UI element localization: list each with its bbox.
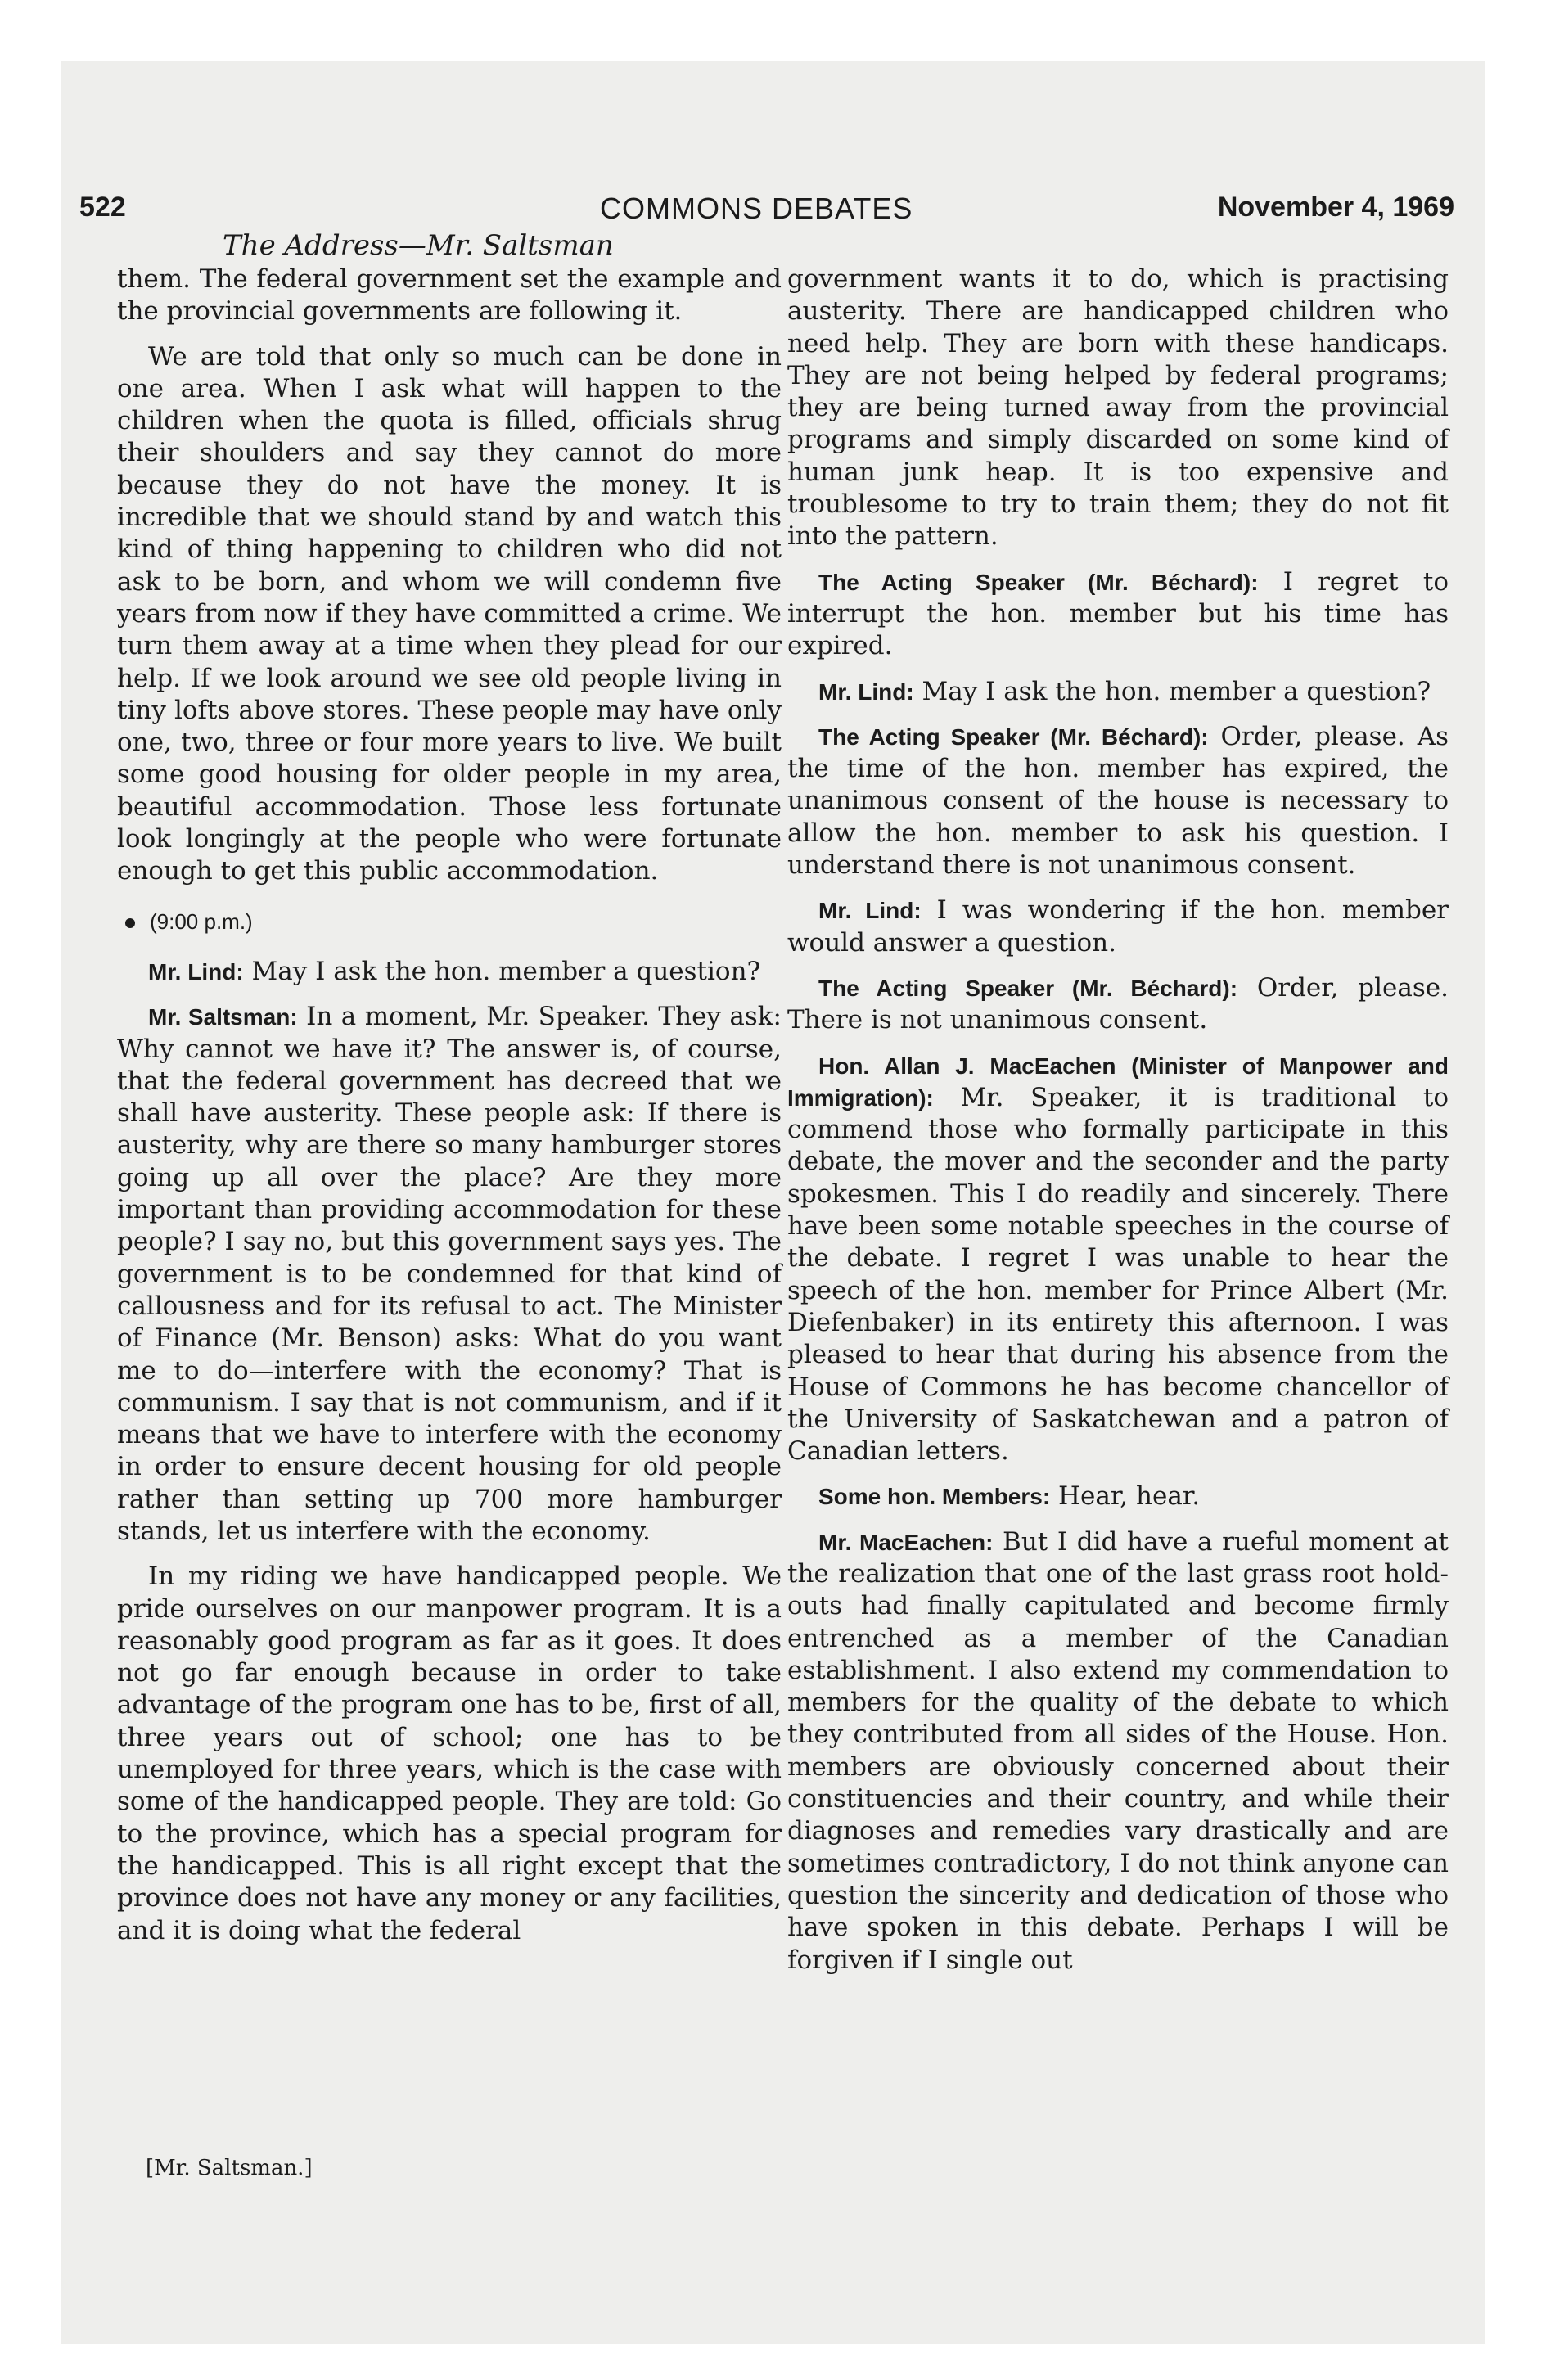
time-stamp-text: (9:00 p.m.) [150, 908, 253, 934]
paragraph: government wants it to do, which is practising austerity. There are handicapped children who need help. They are born with these handicaps. They are not being helped by federal programs; they are being turned away from the provincial programs and simply discarded on some kind of human junk heap. It is too expensive and troublesome to try to train them; they do not fit into the pattern. [787, 264, 1449, 552]
right-column [787, 264, 1449, 1990]
speech-paragraph [787, 721, 1449, 881]
time-stamp [125, 906, 782, 938]
speech-text: But I did have a rueful moment at the realization that one of the last grass root hold-outs had finally capitulated and become firmly entrenched as a member of the Canadian establishment. I also extend my commendation to members for the quality of the debate to which they contributed from all sides of the House. Hon. members are obviously concerned about their constituencies and their country, and while their diagnoses and remedies vary drastically and are sometimes contradictory, I do not think anyone can question the sincerity and dedication of those who have spoken in this debate. Perhaps I will be forgiven if I single out [787, 1526, 1449, 1975]
page-number: 522 [79, 192, 126, 223]
paragraph: In my riding we have handicapped people. We pride ourselves on our manpower program. It is a reasonably good program as far as it goes. It does not go far enough because in order to take advantage of the program one has to be, first of all, three years out of school; one has to be unemployed for three years, which is the case with some of the handicapped people. They are told: Go to the province, which has a special program for the handicapped. This is all right except that the province does not have any money or any facilities, and it is doing what the federal [117, 1562, 782, 1945]
speech-paragraph [787, 566, 1449, 663]
speaker-name: The Acting Speaker (Mr. Béchard): [818, 569, 1259, 595]
speaker-name: Mr. Saltsman: [148, 1004, 298, 1030]
speaker-name: Mr. Lind: [818, 678, 914, 705]
speech-text: Order, please. There is not unanimous consent. [787, 972, 1449, 1035]
speech-paragraph [787, 972, 1449, 1037]
speech-text: May I ask the hon. member a question? [913, 676, 1431, 706]
running-head: The Address—Mr. Saltsman [223, 229, 614, 262]
speech-text: I was wondering if the hon. member would answer a question. [787, 895, 1449, 958]
speech-text: Mr. Speaker, it is traditional to commend those who formally participate in this debate, the mover and the seconder and the party spokesmen. This I do readily and sincerely. There have been some notable speeches in the course of the debate. I regret I was unable to hear the speech of the hon. member for Prince Albert (Mr. Diefenbaker) in its entirety this afternoon. I was pleased to hear that during his absence from the House of Commons he has become chancellor of the University of Saskatchewan and a patron of Canadian letters. [787, 1082, 1449, 1467]
speech-paragraph [787, 1526, 1449, 1977]
speech-paragraph [787, 1050, 1449, 1468]
paragraph: We are told that only so much can be done in one area. When I ask what will happen to the children when the quota is filled, officials shrug their shoulders and say they cannot do more because they do not have the money. It is incredible that we should stand by and watch this kind of thing happening to children who did not ask to be born, and whom we will condemn five years from now if they have committed a crime. We turn them away at a time when they plead for our help. If we look around we see old people living in tiny lofts above stores. These people may have only one, two, three or four more years to live. We built some good housing for older people in my area, beautiful accommodation. Those less fortunate look longingly at the people who were fortunate enough to get this public accommodation. [117, 341, 782, 886]
bullet-icon [125, 918, 135, 928]
speech-text: Order, please. As the time of the hon. member has expired, the unanimous consent of the house is necessary to allow the hon. member to ask his question. I understand there is not unanimous consent. [787, 721, 1449, 881]
speech-paragraph [117, 956, 782, 988]
left-column [117, 264, 782, 1960]
speech-paragraph [787, 1481, 1449, 1512]
speech-text: May I ask the hon. member a question? [243, 956, 761, 986]
speaker-name: Mr. Lind: [818, 898, 922, 924]
speech-text: I regret to interrupt the hon. member but his time has expired. [787, 566, 1449, 661]
speaker-name: Hon. Allan J. MacEachen (Minister of Manpower and Immigration): [787, 1053, 1449, 1111]
speaker-name: Some hon. Members: [818, 1484, 1051, 1510]
speech-text: Hear, hear. [1050, 1481, 1201, 1512]
speech-paragraph [787, 676, 1449, 708]
speech-paragraph [117, 1001, 782, 1548]
speech-paragraph [787, 895, 1449, 959]
publication-title: COMMONS DEBATES [600, 192, 913, 225]
speaker-name: Mr. Lind: [148, 958, 244, 985]
paragraph: them. The federal government set the example and the provincial governments are following it. [117, 264, 782, 327]
speaker-name: Mr. MacEachen: [818, 1529, 994, 1555]
speaker-footnote: [Mr. Saltsman.] [146, 2156, 313, 2180]
publication-date: November 4, 1969 [1217, 192, 1454, 223]
speech-text: In a moment, Mr. Speaker. They ask: Why cannot we have it? The answer is, of course, that the federal government has decreed that we shall have austerity. These people ask: If there is austerity, why are there so many hamburger stores going up all over the place? Are they more important than providing accommodation for these people? I say no, but this government says yes. The government is to be condemned for that kind of callousness and for its refusal to act. The Minister of Finance (Mr. Benson) asks: What do you want me to do—interfere with the economy? That is communism. I say that is not communism, and if it means that we have to interfere with the economy in order to ensure decent housing for old people rather than setting up 700 more hamburger stands, let us interfere with the economy. [117, 1002, 782, 1546]
speaker-name: The Acting Speaker (Mr. Béchard): [818, 975, 1238, 1001]
speaker-name: The Acting Speaker (Mr. Béchard): [818, 723, 1209, 750]
